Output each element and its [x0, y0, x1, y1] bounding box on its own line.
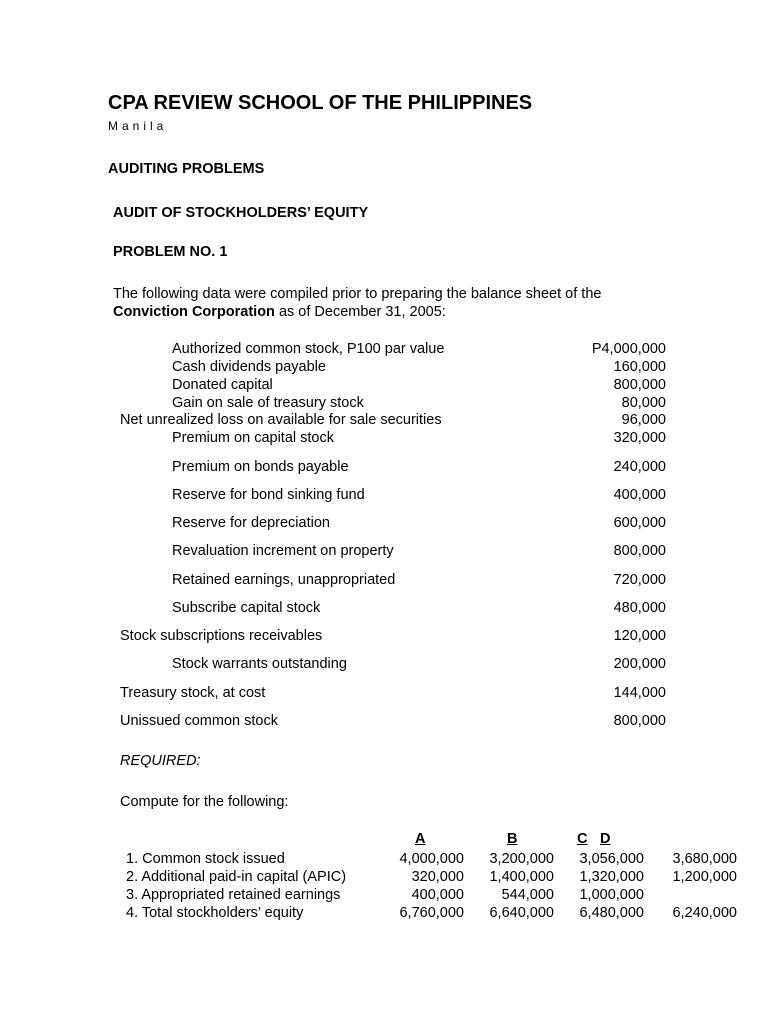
item-label: Net unrealized loss on available for sale securities — [120, 412, 442, 428]
column-header-a: A — [415, 831, 426, 847]
item-amount: 800,000 — [613, 543, 666, 559]
item-amount: 480,000 — [613, 600, 666, 616]
item-amount: 800,000 — [613, 713, 666, 729]
item-label: Donated capital — [172, 377, 273, 393]
choice-b-value: 544,000 — [501, 887, 554, 903]
column-header-b: B — [507, 831, 518, 847]
item-amount: 144,000 — [613, 685, 666, 701]
choice-b-value: 1,400,000 — [489, 869, 554, 885]
choice-c-value: 1,320,000 — [579, 869, 644, 885]
item-amount: 96,000 — [621, 412, 666, 428]
compute-label: Compute for the following: — [120, 794, 289, 810]
table-row — [0, 905, 768, 923]
table-row — [0, 887, 768, 905]
item-amount: 120,000 — [613, 628, 666, 644]
choice-c-value: 6,480,000 — [579, 905, 644, 921]
choice-d-value: 3,680,000 — [672, 851, 737, 867]
item-amount: 80,000 — [621, 395, 666, 411]
question-label: 2. Additional paid-in capital (APIC) — [126, 869, 347, 885]
choice-a-value: 4,000,000 — [399, 851, 464, 867]
choice-b-value: 3,200,000 — [489, 851, 554, 867]
choice-d-value: 6,240,000 — [672, 905, 737, 921]
item-amount: 720,000 — [613, 572, 666, 588]
item-label: Reserve for depreciation — [172, 515, 330, 531]
intro-line-2-rest: as of December 31, 2005: — [274, 304, 446, 320]
problem-heading: PROBLEM NO. 1 — [113, 244, 228, 260]
item-amount: 400,000 — [613, 487, 666, 503]
subject-heading: AUDITING PROBLEMS — [108, 161, 265, 177]
item-label: Treasury stock, at cost — [120, 685, 266, 701]
item-label: Stock warrants outstanding — [172, 656, 347, 672]
item-label: Stock subscriptions receivables — [120, 628, 323, 644]
choice-a-value: 400,000 — [411, 887, 464, 903]
choice-a-value: 320,000 — [411, 869, 464, 885]
intro-line-1: The following data were compiled prior to preparing the balance sheet of the — [113, 286, 602, 302]
choice-a-value: 6,760,000 — [399, 905, 464, 921]
item-label: Revaluation increment on property — [172, 543, 394, 559]
item-amount: P4,000,000 — [591, 341, 666, 357]
school-city: Manila — [108, 119, 168, 133]
item-label: Reserve for bond sinking fund — [172, 487, 365, 503]
item-label: Retained earnings, unappropriated — [172, 572, 396, 588]
choice-d-value: 1,200,000 — [672, 869, 737, 885]
item-amount: 200,000 — [613, 656, 666, 672]
item-amount: 240,000 — [613, 459, 666, 475]
table-row — [0, 851, 768, 869]
choice-c-value: 1,000,000 — [579, 887, 644, 903]
choice-c-value: 3,056,000 — [579, 851, 644, 867]
school-title: CPA REVIEW SCHOOL OF THE PHILIPPINES — [108, 92, 533, 114]
question-label: 1. Common stock issued — [126, 851, 285, 867]
item-label: Premium on bonds payable — [172, 459, 349, 475]
column-header-c: C — [577, 831, 588, 847]
item-amount: 800,000 — [613, 377, 666, 393]
item-label: Authorized common stock, P100 par value — [172, 341, 445, 357]
item-label: Premium on capital stock — [172, 430, 334, 446]
item-label: Unissued common stock — [120, 713, 278, 729]
item-amount: 160,000 — [613, 359, 666, 375]
item-amount: 320,000 — [613, 430, 666, 446]
item-label: Cash dividends payable — [172, 359, 326, 375]
question-label: 3. Appropriated retained earnings — [126, 887, 341, 903]
intro-paragraph — [113, 285, 601, 321]
item-label: Gain on sale of treasury stock — [172, 395, 364, 411]
column-header-d: D — [600, 831, 611, 847]
company-name: Conviction Corporation — [113, 304, 275, 320]
item-amount: 600,000 — [613, 515, 666, 531]
question-label: 4. Total stockholders’ equity — [126, 905, 304, 921]
topic-heading: AUDIT OF STOCKHOLDERS’ EQUITY — [113, 205, 369, 221]
required-label: REQUIRED: — [120, 753, 201, 769]
intro-line-2 — [113, 303, 601, 321]
choice-b-value: 6,640,000 — [489, 905, 554, 921]
table-row — [0, 869, 768, 887]
item-label: Subscribe capital stock — [172, 600, 321, 616]
